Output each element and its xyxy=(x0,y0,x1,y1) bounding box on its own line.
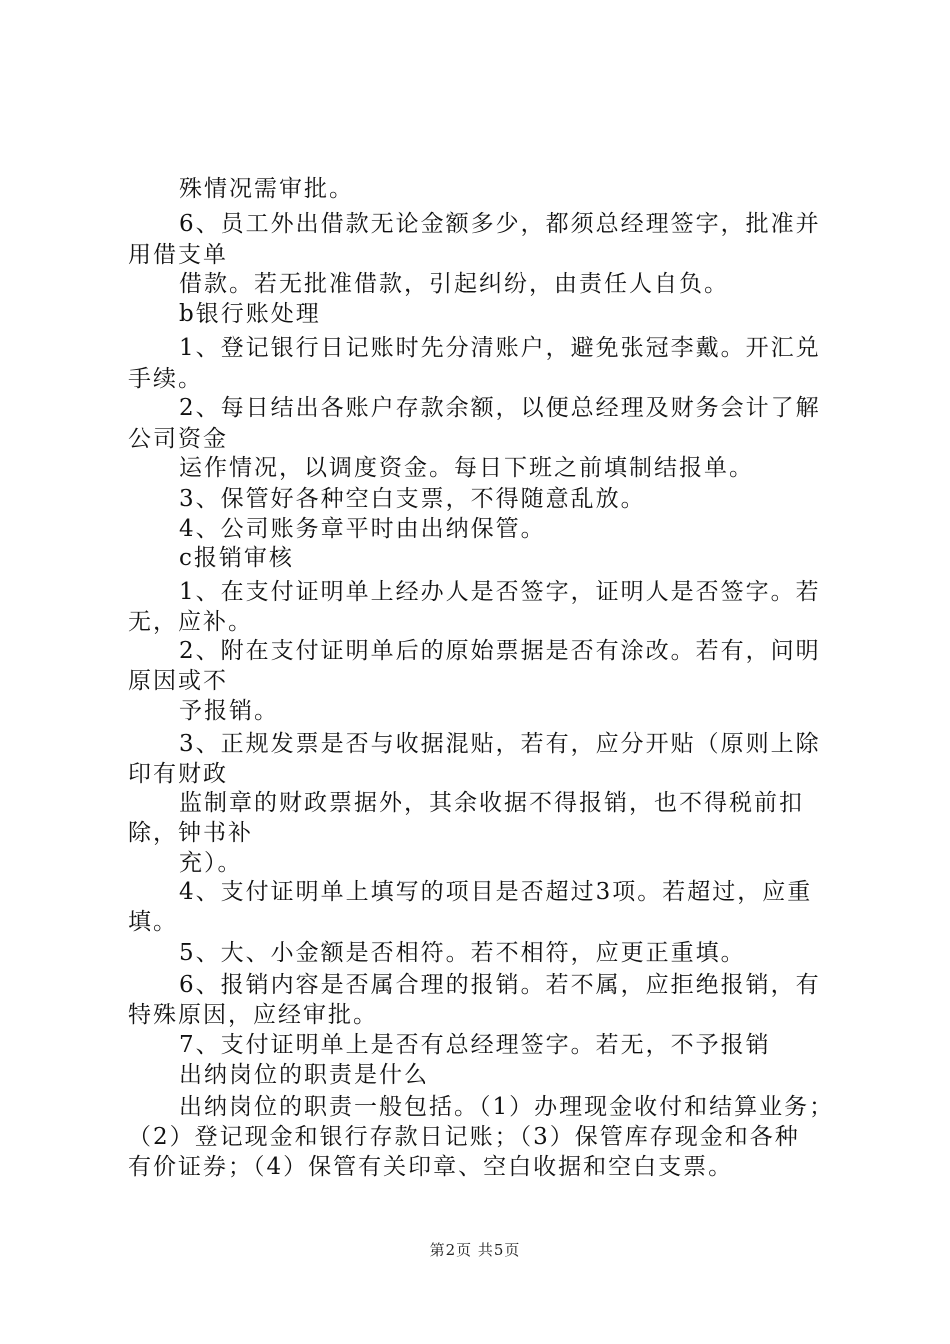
text-line: 1、登记银行日记账时先分清账户，避免张冠李戴。开汇兑 xyxy=(179,335,821,361)
text-line: 监制章的财政票据外，其余收据不得报销，也不得税前扣 xyxy=(179,790,804,816)
text-line: 借款。若无批准借款，引起纠纷，由责任人自负。 xyxy=(179,271,729,297)
text-line: 1、在支付证明单上经办人是否签字，证明人是否签字。若 xyxy=(179,579,821,605)
text-line: 填。 xyxy=(128,909,178,935)
text-line: 除，钟书补 xyxy=(128,820,253,846)
text-line: 用借支单 xyxy=(128,242,228,268)
text-line: 7、支付证明单上是否有总经理签字。若无，不予报销 xyxy=(179,1032,771,1058)
text-line: （2）登记现金和银行存款日记账；（3）保管库存现金和各种 xyxy=(128,1124,800,1150)
text-line: 6、报销内容是否属合理的报销。若不属，应拒绝报销，有 xyxy=(179,972,821,998)
page-footer: 第2页 共5页 xyxy=(429,1241,521,1259)
section-heading: 出纳岗位的职责是什么 xyxy=(179,1062,429,1088)
text-line: 3、正规发票是否与收据混贴，若有，应分开贴（原则上除 xyxy=(179,731,821,757)
text-line: 无，应补。 xyxy=(128,609,253,635)
text-line: 印有财政 xyxy=(128,761,228,787)
text-line: 原因或不 xyxy=(128,668,228,694)
section-heading: c报销审核 xyxy=(179,545,294,571)
section-heading: b银行账处理 xyxy=(179,301,321,327)
text-line: 予报销。 xyxy=(179,698,279,724)
text-line: 2、每日结出各账户存款余额，以便总经理及财务会计了解 xyxy=(179,395,821,421)
text-line: 充）。 xyxy=(179,850,243,876)
text-line: 3、保管好各种空白支票，不得随意乱放。 xyxy=(179,486,646,512)
text-line: 殊情况需审批。 xyxy=(179,176,354,202)
text-line: 5、大、小金额是否相符。若不相符，应更正重填。 xyxy=(179,940,746,966)
text-line: 手续。 xyxy=(128,366,203,392)
text-line: 出纳岗位的职责一般包括。（1）办理现金收付和结算业务； xyxy=(179,1094,835,1120)
text-line: 运作情况，以调度资金。每日下班之前填制结报单。 xyxy=(179,455,754,481)
text-line: 公司资金 xyxy=(128,426,228,452)
text-line: 4、公司账务章平时由出纳保管。 xyxy=(179,516,546,542)
text-line: 4、支付证明单上填写的项目是否超过3项。若超过，应重 xyxy=(179,879,813,905)
text-line: 特殊原因，应经审批。 xyxy=(128,1002,378,1028)
text-line: 有价证券；（4）保管有关印章、空白收据和空白支票。 xyxy=(128,1154,734,1180)
text-line: 2、附在支付证明单后的原始票据是否有涂改。若有，问明 xyxy=(179,638,821,664)
text-line: 6、员工外出借款无论金额多少，都须总经理签字，批准并 xyxy=(179,211,821,237)
